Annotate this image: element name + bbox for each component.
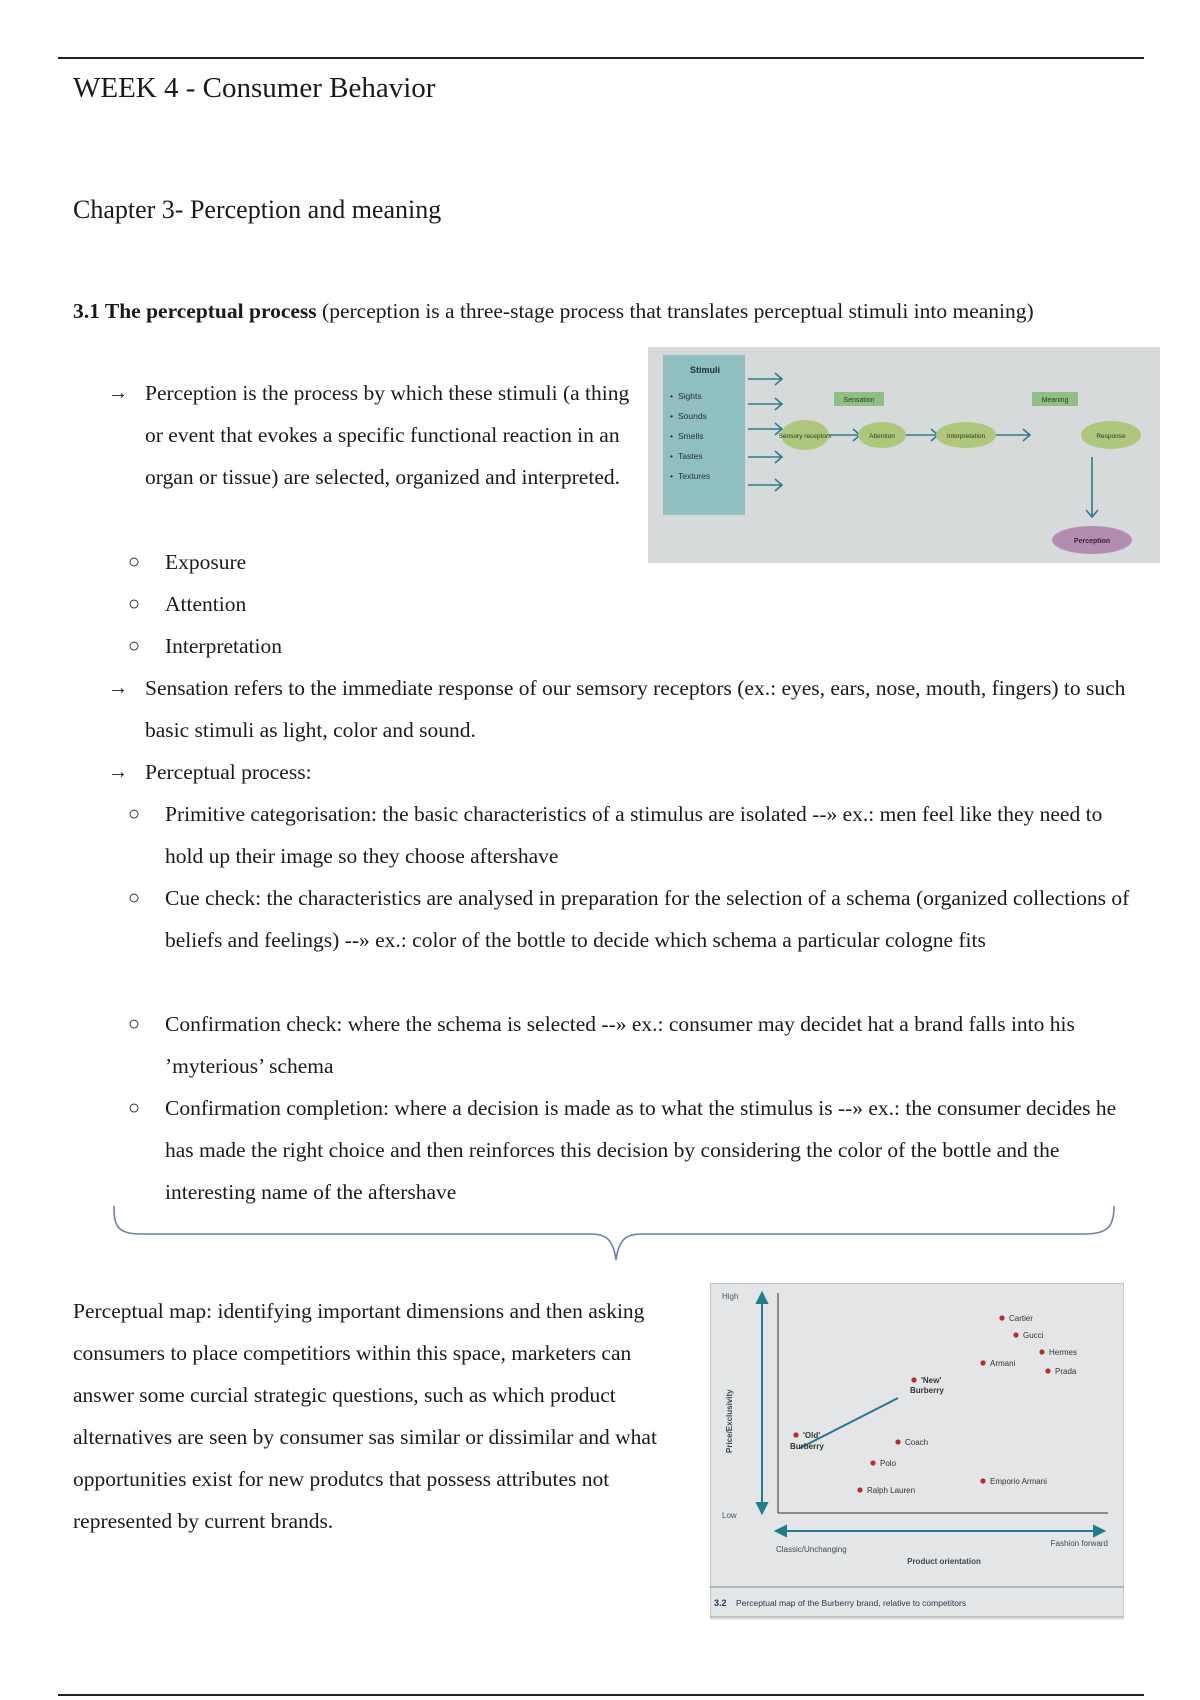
stimuli-bullet-icon: •: [670, 411, 673, 421]
step-confirmation-completion: Confirmation completion: where a decision is made as to what the stimulus is --» ex.: the consumer decides he has made the right choice and then reinforces this decision by considering the color of the bottle and the interesting name of the aftershave: [165, 1096, 1117, 1204]
circle-bullet-icon: ○: [128, 593, 141, 615]
stimulus-item: Sounds: [678, 411, 707, 421]
top-rule: [58, 57, 1144, 59]
circle-bullet-icon: ○: [128, 1097, 141, 1119]
section-heading: [73, 290, 1083, 332]
brand-label: Coach: [905, 1438, 929, 1447]
brand-dot: [1013, 1332, 1018, 1337]
brand-dot: [911, 1377, 916, 1382]
circle-bullet-icon: ○: [128, 635, 141, 657]
caption-text: Perceptual map of the Burberry brand, relative to competitors: [736, 1598, 967, 1608]
circle-bullet-icon: ○: [128, 803, 141, 825]
brand-dot: [1039, 1349, 1044, 1354]
arrow-bullet-perceptual-process: Perceptual process:: [145, 760, 312, 784]
stimuli-title: Stimuli: [690, 365, 721, 375]
section-intro: (perception is a three-stage process that translates perceptual stimuli into meaning): [316, 299, 1034, 323]
brand-label: Hermes: [1049, 1348, 1078, 1357]
x-right-label: Fashion forward: [1050, 1539, 1108, 1548]
attention-label: Attention: [869, 433, 895, 440]
brand-label: Burberry: [910, 1386, 944, 1395]
perceptual-map-figure: [710, 1283, 1124, 1620]
brand-label: 'New': [921, 1376, 942, 1385]
perception-label: Perception: [1073, 538, 1111, 545]
brand-label: Burberry: [790, 1442, 824, 1451]
arrow-bullet-sensation: Sensation refers to the immediate response of our semsory receptors (ex.: eyes, ears, nose, mouth, fingers) to such basic stimuli as light, color and sound.: [145, 676, 1126, 742]
x-left-label: Classic/Unchanging: [776, 1545, 847, 1554]
interpretation-label: Interpretation: [946, 433, 986, 440]
stimulus-item: Textures: [678, 471, 711, 481]
meaning-label: Meaning: [1041, 397, 1069, 404]
arrow-icon: →: [108, 382, 128, 404]
caption-number: 3.2: [714, 1598, 727, 1608]
section-number-title: 3.1 The perceptual process: [73, 299, 317, 323]
step-cue-check: Cue check: the characteristics are analysed in preparation for the selection of a schema (organized collections of beliefs and feelings) --» ex.: color of the bottle to decide which schema a particular cologne fits: [165, 886, 1130, 952]
stimulus-item: Smells: [678, 431, 704, 441]
bottom-rule: [58, 1694, 1144, 1696]
brand-label: 'Old': [803, 1431, 821, 1440]
response-label: Response: [1096, 433, 1126, 440]
stimuli-box: [663, 355, 745, 515]
brand-dot: [857, 1487, 862, 1492]
brand-dot: [793, 1432, 798, 1437]
sensory-receptors-label: Sensory receptors: [778, 433, 832, 440]
step-primitive-categorisation: Primitive categorisation: the basic characteristics of a stimulus are isolated --» ex.: men feel like they need to hold up their image so they choose aftershave: [165, 802, 1103, 868]
y-axis-label: Price/Exclusivity: [725, 1389, 734, 1453]
week-title: WEEK 4 - Consumer Behavior: [73, 72, 436, 104]
brand-label: Emporio Armani: [990, 1477, 1047, 1486]
y-low-label: Low: [722, 1511, 737, 1520]
stage-interpretation: Interpretation: [165, 634, 283, 658]
brand-dot: [870, 1460, 875, 1465]
stimuli-bullet-icon: •: [670, 471, 673, 481]
figure-background: [710, 1283, 1124, 1620]
stage-exposure: Exposure: [165, 550, 247, 574]
brand-dot: [980, 1360, 985, 1365]
stimuli-bullet-icon: •: [670, 391, 673, 401]
step-confirmation-check: Confirmation check: where the schema is selected --» ex.: consumer may decidet hat a brand falls into his ’myterious’ schema: [165, 1012, 1075, 1078]
brand-label: Armani: [990, 1359, 1016, 1368]
y-high-label: High: [722, 1292, 739, 1301]
stimuli-bullet-icon: •: [670, 431, 673, 441]
stimulus-item: Tastes: [678, 451, 703, 461]
brand-label: Ralph Lauren: [867, 1486, 916, 1495]
brand-label: Polo: [880, 1459, 897, 1468]
stage-attention: Attention: [165, 592, 247, 616]
perceptual-map-paragraph: Perceptual map: identifying important dimensions and then asking consumers to place competitiors within this space, marketers can answer some curcial strategic questions, such as which product alternatives are seen by consumer sas similar or dissimilar and what opportunities exist for new produtcs that possess attributes not represented by current brands.: [73, 1299, 657, 1533]
perceptual-process-figure: [648, 347, 1160, 563]
sensation-label: Sensation: [843, 397, 875, 404]
stimulus-item: Sights: [678, 391, 702, 401]
circle-bullet-icon: ○: [128, 551, 141, 573]
brand-dot: [999, 1315, 1004, 1320]
circle-bullet-icon: ○: [128, 887, 141, 909]
stimuli-bullet-icon: •: [670, 451, 673, 461]
brand-dot: [1045, 1368, 1050, 1373]
chapter-title: Chapter 3- Perception and meaning: [73, 195, 442, 224]
brand-label: Gucci: [1023, 1331, 1044, 1340]
brand-dot: [980, 1478, 985, 1483]
brand-label: Cartier: [1009, 1314, 1034, 1323]
brand-label: Prada: [1055, 1367, 1077, 1376]
x-axis-label: Product orientation: [907, 1557, 981, 1566]
arrow-icon: →: [108, 677, 128, 699]
curly-brace-icon: [110, 1200, 1120, 1270]
brand-dot: [895, 1439, 900, 1444]
circle-bullet-icon: ○: [128, 1013, 141, 1035]
arrow-bullet-perception: Perception is the process by which these stimuli (a thing or event that evokes a specific functional reaction in an organ or tissue) are selected, organized and interpreted.: [145, 381, 630, 489]
arrow-icon: →: [108, 761, 128, 783]
